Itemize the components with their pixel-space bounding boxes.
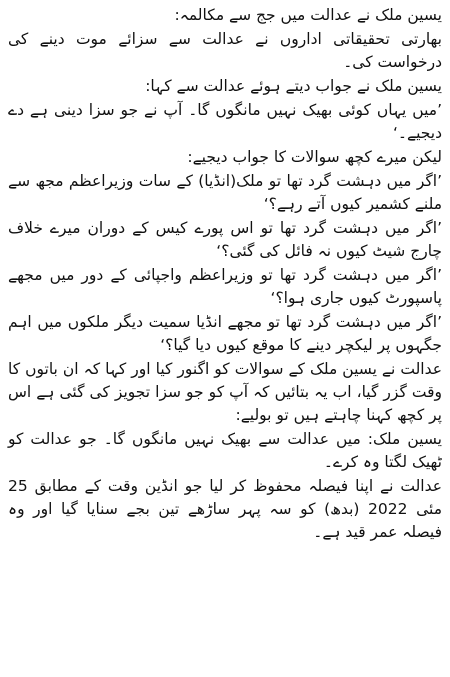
paragraph-question-prime-ministers: ’اگر میں دہشت گرد تھا تو ملک(انڈیا) کے سات وزیراعظم مجھ سے ملنے کشمیر کیوں آتے رہے؟‘ — [8, 172, 442, 213]
paragraph-verdict: عدالت نے اپنا فیصلہ محفوظ کر لیا جو انڈین وقت کے مطابق 25 مئی 2022 (بدھ) کو سہ پہر ساڑھے تین بجے سنایا گیا اور وہ فیصلہ عمر قید ہے۔ — [8, 477, 442, 541]
paragraph-question-lectures: ’اگر میں دہشت گرد تھا تو مجھے انڈیا سمیت دیگر ملکوں میں اہم جگہوں پر لیکچر دینے کا موقع کیوں دیا گیا؟‘ — [8, 313, 442, 354]
paragraph-reply-intro: یسین ملک نے جواب دیتے ہوئے عدالت سے کہا: — [145, 77, 442, 95]
paragraph-heading-dialogue: یسین ملک نے عدالت میں جج سے مکالمہ: — [174, 6, 442, 24]
paragraph-court-response: عدالت نے یسین ملک کے سوالات کو اگنور کیا اور کہا کہ ان باتوں کا وقت گزر گیا، اب یہ بتائیں کہ آپ کو جو سزا تجویز کی گئی ہے اس پر کچھ کہنا چاہتے ہیں تو بولیے: — [8, 360, 442, 424]
paragraph-question-passport: ’اگر میں دہشت گرد تھا تو وزیراعظم واجپائی کے دور میں مجھے پاسپورٹ کیوں جاری ہوا؟‘ — [8, 266, 442, 307]
paragraph-death-penalty-request: بھارتی تحقیقاتی اداروں نے عدالت سے سزائے موت دینے کی درخواست کی۔ — [8, 30, 442, 71]
paragraph-questions-intro: لیکن میرے کچھ سوالات کا جواب دیجیے: — [187, 148, 442, 166]
paragraph-no-begging: ’میں یہاں کوئی بھیک نہیں مانگوں گا۔ آپ نے جو سزا دینی ہے دے دیجیے۔‘ — [8, 101, 442, 142]
paragraph-question-charge-sheet: ’اگر میں دہشت گرد تھا تو اس پورے کیس کے دوران میرے خلاف چارج شیٹ کیوں نہ فائل کی گئی؟‘ — [8, 219, 442, 260]
paragraph-final-statement: یسین ملک: میں عدالت سے بھیک نہیں مانگوں گا۔ جو عدالت کو ٹھیک لگتا وہ کرے۔ — [8, 430, 442, 471]
